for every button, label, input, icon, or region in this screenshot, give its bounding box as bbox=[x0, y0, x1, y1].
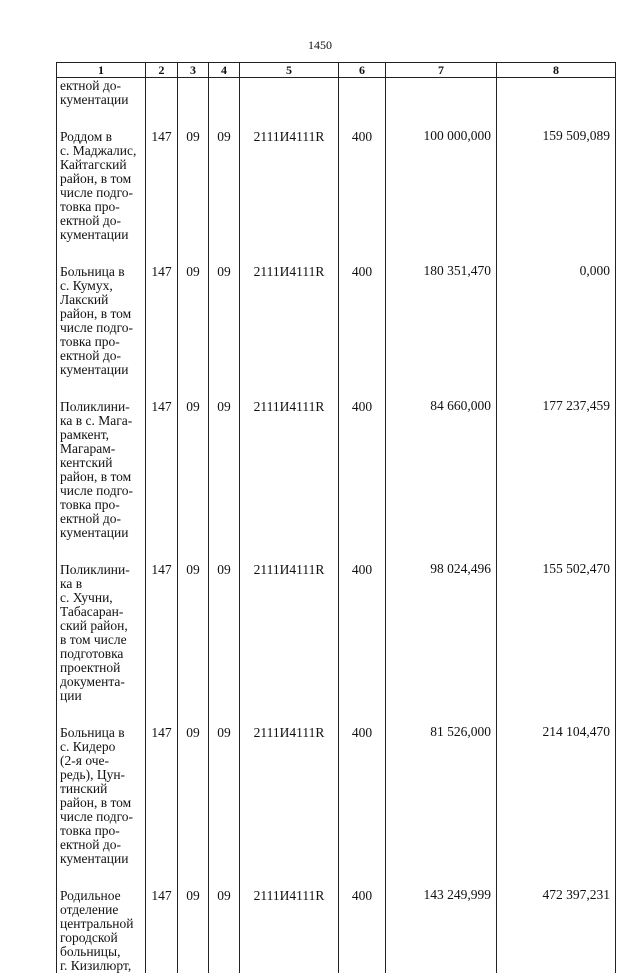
cell-amount-8: 159 509,089 bbox=[497, 129, 616, 264]
table-body bbox=[57, 78, 616, 973]
cell-name-line: Родильное bbox=[60, 889, 143, 903]
cell-name bbox=[57, 264, 146, 399]
cell-name bbox=[57, 888, 146, 973]
cell-name-line: Поликлини- bbox=[60, 400, 143, 414]
cell-name-line: Больница в bbox=[60, 265, 143, 279]
cell-amount-7: 180 351,470 bbox=[386, 264, 497, 399]
cell-amount-7: 143 249,999 bbox=[386, 888, 497, 973]
cell-code-2: 147 bbox=[146, 888, 178, 973]
cell-name-line: с. Кумух, bbox=[60, 279, 143, 293]
cell-amount-7 bbox=[386, 78, 497, 130]
cell-name-line: числе подго- bbox=[60, 810, 143, 824]
cell-code-5: 2111И4111R bbox=[240, 725, 339, 888]
cell-code-4: 09 bbox=[209, 264, 240, 399]
cell-name-line: числе подго- bbox=[60, 186, 143, 200]
cell-name bbox=[57, 562, 146, 725]
cell-amount-7: 81 526,000 bbox=[386, 725, 497, 888]
column-header-2: 2 bbox=[146, 63, 178, 78]
cell-code-4 bbox=[209, 78, 240, 130]
cell-name-line: товка про- bbox=[60, 200, 143, 214]
cell-name-line: Магарам- bbox=[60, 442, 143, 456]
cell-code-5: 2111И4111R bbox=[240, 129, 339, 264]
cell-name-line: кентский bbox=[60, 456, 143, 470]
cell-name-line: городской bbox=[60, 931, 143, 945]
cell-name-line: г. Кизилюрт, bbox=[60, 959, 143, 973]
cell-name-line: проектной bbox=[60, 661, 143, 675]
cell-name-line: товка про- bbox=[60, 498, 143, 512]
cell-code-2: 147 bbox=[146, 129, 178, 264]
cell-name-line: кументации bbox=[60, 363, 143, 377]
cell-code-6: 400 bbox=[339, 264, 386, 399]
cell-name-line: тинский bbox=[60, 782, 143, 796]
cell-code-5: 2111И4111R bbox=[240, 399, 339, 562]
cell-code-3: 09 bbox=[178, 399, 209, 562]
cell-code-4: 09 bbox=[209, 399, 240, 562]
cell-name-line: Больница в bbox=[60, 726, 143, 740]
cell-code-6: 400 bbox=[339, 562, 386, 725]
cell-code-2: 147 bbox=[146, 264, 178, 399]
cell-code-5: 2111И4111R bbox=[240, 562, 339, 725]
cell-name-line: район, в том bbox=[60, 796, 143, 810]
cell-name-line: район, в том bbox=[60, 307, 143, 321]
cell-name-line: числе подго- bbox=[60, 321, 143, 335]
column-header-8: 8 bbox=[497, 63, 616, 78]
cell-code-2 bbox=[146, 78, 178, 130]
cell-code-3: 09 bbox=[178, 129, 209, 264]
cell-name-line: рамкент, bbox=[60, 428, 143, 442]
cell-code-6 bbox=[339, 78, 386, 130]
cell-code-6: 400 bbox=[339, 725, 386, 888]
cell-amount-8 bbox=[497, 78, 616, 130]
cell-name-line: ектной до- bbox=[60, 349, 143, 363]
page-number: 1450 bbox=[0, 38, 640, 53]
cell-name-line: ции bbox=[60, 689, 143, 703]
column-header-6: 6 bbox=[339, 63, 386, 78]
table-header-row bbox=[57, 63, 616, 78]
cell-code-4: 09 bbox=[209, 725, 240, 888]
cell-name-line: подготовка bbox=[60, 647, 143, 661]
cell-name-line: ектной до- bbox=[60, 214, 143, 228]
cell-code-5: 2111И4111R bbox=[240, 888, 339, 973]
cell-code-4: 09 bbox=[209, 562, 240, 725]
cell-code-4: 09 bbox=[209, 888, 240, 973]
cell-name-line: Кайтагский bbox=[60, 158, 143, 172]
cell-amount-7: 84 660,000 bbox=[386, 399, 497, 562]
cell-name bbox=[57, 725, 146, 888]
cell-name-line: в том числе bbox=[60, 633, 143, 647]
cell-code-3 bbox=[178, 78, 209, 130]
cell-code-6: 400 bbox=[339, 888, 386, 973]
cell-code-6: 400 bbox=[339, 129, 386, 264]
cell-amount-7: 98 024,496 bbox=[386, 562, 497, 725]
column-header-4: 4 bbox=[209, 63, 240, 78]
cell-amount-8: 155 502,470 bbox=[497, 562, 616, 725]
cell-code-5: 2111И4111R bbox=[240, 264, 339, 399]
cell-code-3: 09 bbox=[178, 264, 209, 399]
column-header-1: 1 bbox=[57, 63, 146, 78]
cell-amount-8: 472 397,231 bbox=[497, 888, 616, 973]
table-row bbox=[57, 78, 616, 130]
cell-amount-7: 100 000,000 bbox=[386, 129, 497, 264]
cell-name-line: больницы, bbox=[60, 945, 143, 959]
table-row bbox=[57, 129, 616, 264]
cell-amount-8: 177 237,459 bbox=[497, 399, 616, 562]
cell-name-line: Поликлини- bbox=[60, 563, 143, 577]
cell-name-line: ка в bbox=[60, 577, 143, 591]
table-row bbox=[57, 562, 616, 725]
table-row bbox=[57, 725, 616, 888]
cell-name-line: товка про- bbox=[60, 335, 143, 349]
table-row bbox=[57, 264, 616, 399]
table-row bbox=[57, 888, 616, 973]
cell-name-line: кументации bbox=[60, 93, 143, 107]
cell-code-2: 147 bbox=[146, 725, 178, 888]
cell-name-line: с. Маджалис, bbox=[60, 144, 143, 158]
cell-name-line: ский район, bbox=[60, 619, 143, 633]
column-header-3: 3 bbox=[178, 63, 209, 78]
cell-name-line: ектной до- bbox=[60, 512, 143, 526]
cell-name bbox=[57, 399, 146, 562]
cell-name-line: кументации bbox=[60, 526, 143, 540]
cell-name-line: редь), Цун- bbox=[60, 768, 143, 782]
cell-name-line: Лакский bbox=[60, 293, 143, 307]
column-header-7: 7 bbox=[386, 63, 497, 78]
cell-code-3: 09 bbox=[178, 888, 209, 973]
cell-code-5 bbox=[240, 78, 339, 130]
cell-name bbox=[57, 78, 146, 130]
cell-name-line: ектной до- bbox=[60, 838, 143, 852]
budget-table bbox=[56, 62, 616, 973]
cell-amount-8: 0,000 bbox=[497, 264, 616, 399]
cell-code-4: 09 bbox=[209, 129, 240, 264]
cell-name-line: (2-я оче- bbox=[60, 754, 143, 768]
cell-code-3: 09 bbox=[178, 562, 209, 725]
cell-name-line: отделение bbox=[60, 903, 143, 917]
cell-code-6: 400 bbox=[339, 399, 386, 562]
cell-name-line: документа- bbox=[60, 675, 143, 689]
cell-name bbox=[57, 129, 146, 264]
cell-amount-8: 214 104,470 bbox=[497, 725, 616, 888]
cell-code-3: 09 bbox=[178, 725, 209, 888]
cell-name-line: числе подго- bbox=[60, 484, 143, 498]
cell-name-line: центральной bbox=[60, 917, 143, 931]
cell-name-line: с. Хучни, bbox=[60, 591, 143, 605]
cell-name-line: с. Кидеро bbox=[60, 740, 143, 754]
cell-name-line: район, в том bbox=[60, 470, 143, 484]
column-header-5: 5 bbox=[240, 63, 339, 78]
cell-name-line: Табасаран- bbox=[60, 605, 143, 619]
cell-name-line: ка в с. Мага- bbox=[60, 414, 143, 428]
cell-name-line: ектной до- bbox=[60, 79, 143, 93]
table-row bbox=[57, 399, 616, 562]
cell-code-2: 147 bbox=[146, 562, 178, 725]
cell-name-line: товка про- bbox=[60, 824, 143, 838]
cell-name-line: район, в том bbox=[60, 172, 143, 186]
cell-name-line: Роддом в bbox=[60, 130, 143, 144]
cell-code-2: 147 bbox=[146, 399, 178, 562]
cell-name-line: кументации bbox=[60, 228, 143, 242]
cell-name-line: кументации bbox=[60, 852, 143, 866]
